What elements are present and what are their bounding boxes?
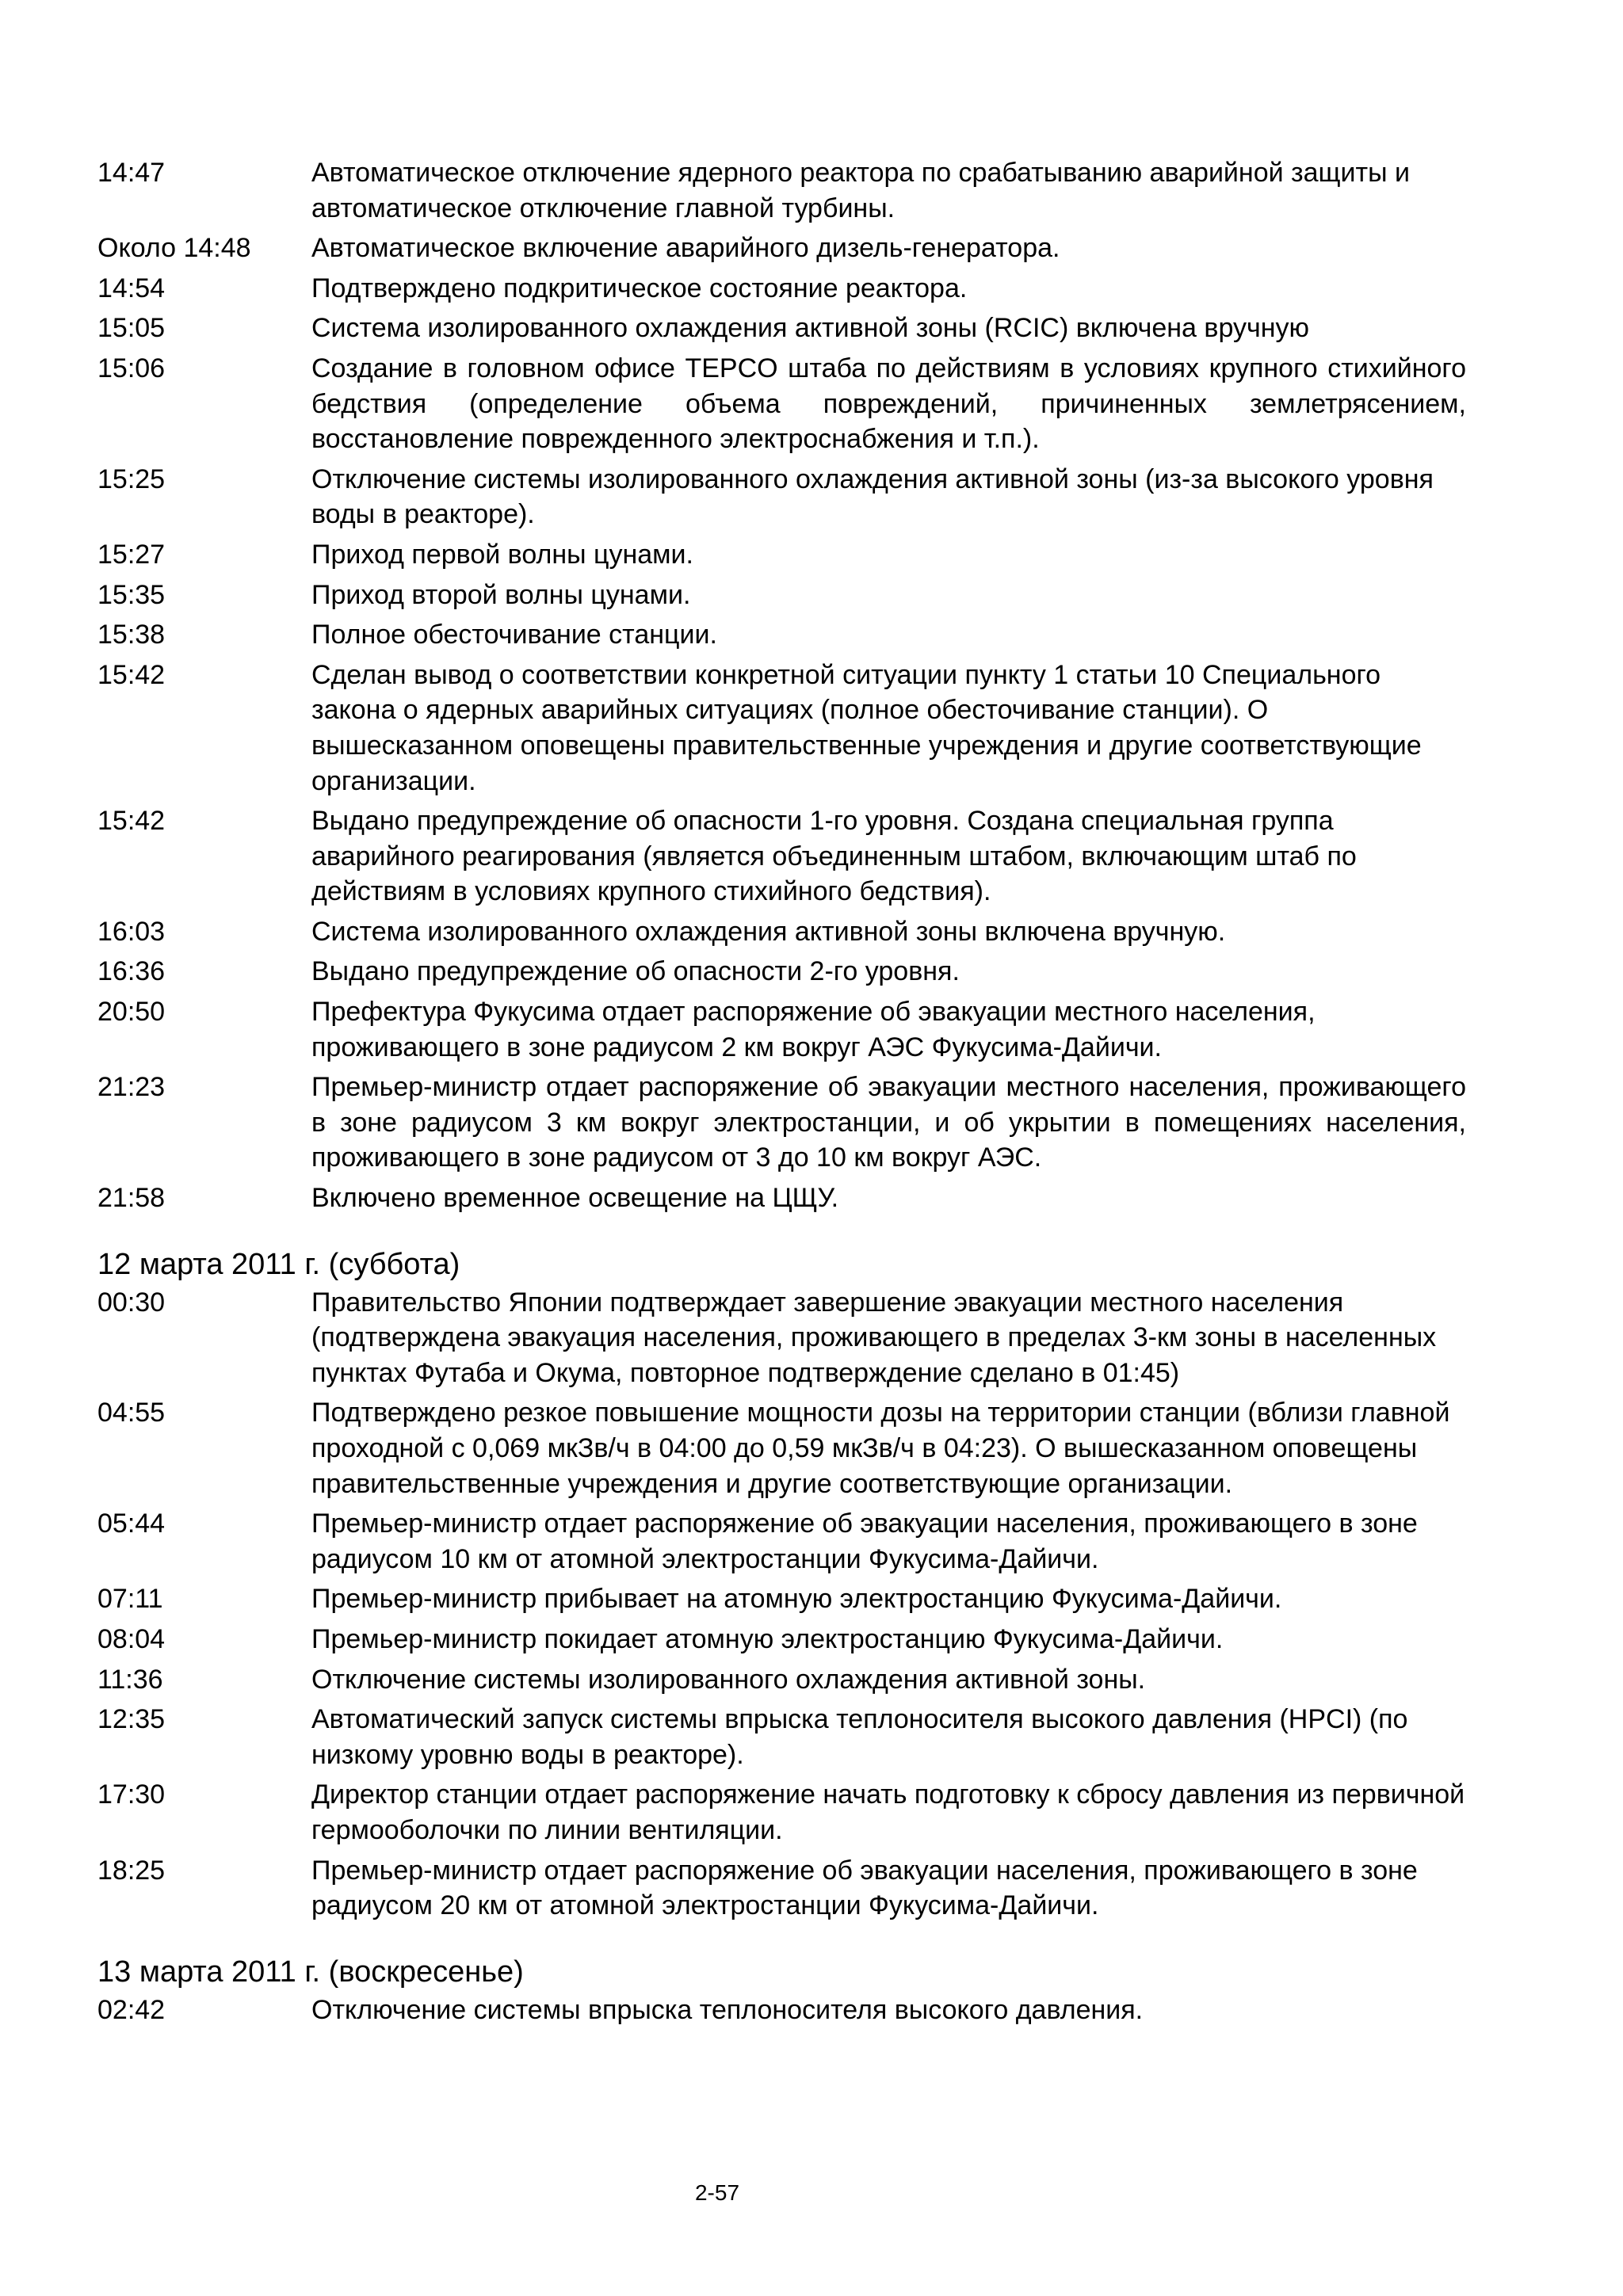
event-description: Отключение системы впрыска теплоносителя высокого давления. [311, 1994, 1144, 2025]
event-description: Автоматическое отключение ядерного реактора по срабатыванию аварийной защиты и автоматическое отключение главной турбины. [311, 158, 1410, 223]
event-row [97, 1777, 1466, 1848]
event-description: Отключение системы изолированного охлаждения активной зоны. [311, 1664, 1146, 1695]
event-row [97, 1285, 1466, 1391]
event-time: 21:23 [97, 1072, 166, 1103]
event-description: Приход второй волны цунами. [311, 579, 691, 610]
date-heading: 12 марта 2011 г. (суббота) [97, 1247, 460, 1281]
event-time: 00:30 [97, 1287, 166, 1318]
event-row [97, 537, 1466, 573]
event-row [97, 462, 1466, 532]
event-description: Премьер-министр отдает распоряжение об эвакуации населения, проживающего в зоне радиусом 20 км от атомной электростанции Фукусима-Дайичи. [311, 1855, 1418, 1921]
event-row [97, 1993, 1466, 2028]
event-row [97, 1070, 1466, 1176]
event-time: 16:03 [97, 916, 166, 947]
event-row [97, 1702, 1466, 1772]
event-time: 11:36 [97, 1664, 163, 1695]
event-description: Подтверждено резкое повышение мощности дозы на территории станции (вблизи главной проходной с 0,069 мкЗв/ч в 04:00 до 0,59 мкЗв/ч в 04:23). О вышесказанном оповещены правительственные учреждения и другие соответствующие организации. [311, 1398, 1450, 1499]
event-time: 14:54 [97, 273, 166, 303]
event-description: Премьер-министр прибывает на атомную электростанцию Фукусима-Дайичи. [311, 1584, 1282, 1615]
event-row [97, 617, 1466, 653]
event-time: 15:42 [97, 659, 166, 690]
event-row [97, 351, 1466, 457]
event-row [97, 994, 1466, 1065]
event-time: 15:27 [97, 539, 166, 570]
event-row [97, 578, 1466, 613]
event-description: Система изолированного охлаждения активной зоны включена вручную. [311, 916, 1226, 947]
event-time: 16:36 [97, 956, 166, 987]
event-time: 12:35 [97, 1704, 166, 1735]
event-description: Директор станции отдает распоряжение начать подготовку к сбросу давления из первичной гермооболочки по линии вентиляции. [311, 1779, 1465, 1845]
event-time: Около 14:48 [97, 233, 251, 264]
event-time: 15:05 [97, 313, 166, 344]
event-time: 18:25 [97, 1855, 166, 1886]
event-time: 14:47 [97, 158, 166, 188]
event-time: 04:55 [97, 1398, 166, 1428]
event-description: Премьер-министр покидает атомную электростанцию Фукусима-Дайичи. [311, 1623, 1224, 1654]
event-description: Выдано предупреждение об опасности 1-го уровня. Создана специальная группа аварийного реагирования (является объединенным штабом, включающим штаб по действиям в условиях крупного стихийного бедствия). [311, 806, 1357, 907]
event-time: 15:35 [97, 579, 166, 610]
event-description: Полное обесточивание станции. [311, 620, 717, 650]
event-description: Префектура Фукусима отдает распоряжение об эвакуации местного населения, проживающего в зоне радиусом 2 км вокруг АЭС Фукусима-Дайичи. [311, 997, 1316, 1062]
event-row [97, 1662, 1466, 1698]
event-description: Премьер-министр отдает распоряжение об эвакуации населения, проживающего в зоне радиусом 10 км от атомной электростанции Фукусима-Дайичи. [311, 1508, 1418, 1574]
date-heading: 13 марта 2011 г. (воскресенье) [97, 1955, 524, 1989]
event-time: 20:50 [97, 997, 166, 1028]
event-row [97, 954, 1466, 990]
event-row [97, 1622, 1466, 1657]
chronology-list [97, 155, 1466, 2032]
event-description: Автоматическое включение аварийного дизель-генератора. [311, 233, 1060, 264]
event-row [97, 1395, 1466, 1501]
event-description: Приход первой волны цунами. [311, 539, 693, 570]
event-row [97, 658, 1466, 799]
event-description: Правительство Японии подтверждает завершение эвакуации местного населения (подтверждена эвакуация населения, проживающего в пределах 3-км зоны в населенных пунктах Футаба и Окума, повторное подтверждение сделано в 01:45) [311, 1287, 1437, 1388]
event-description: Автоматический запуск системы впрыска теплоносителя высокого давления (HPCI) (по низкому уровню воды в реакторе). [311, 1704, 1408, 1770]
event-description: Подтверждено подкритическое состояние реактора. [311, 273, 968, 303]
event-time: 15:25 [97, 463, 166, 494]
event-time: 07:11 [97, 1584, 163, 1615]
event-row [97, 1506, 1466, 1577]
event-description: Система изолированного охлаждения активной зоны (RCIC) включена вручную [311, 313, 1309, 344]
event-row [97, 155, 1466, 226]
event-description: Отключение системы изолированного охлаждения активной зоны (из-за высокого уровня воды в реакторе). [311, 463, 1434, 530]
event-time: 02:42 [97, 1994, 166, 2025]
event-row [97, 1581, 1466, 1617]
event-time: 05:44 [97, 1508, 166, 1539]
event-description: Сделан вывод о соответствии конкретной ситуации пункту 1 статьи 10 Специального закона о ядерных аварийных ситуациях (полное обесточивание станции). О вышесказанном оповещены правительственные учреждения и другие соответствующие организации. [311, 659, 1422, 796]
event-description: Премьер-министр отдает распоряжение об эвакуации местного населения, проживающего в зоне радиусом 3 км вокруг электростанции, и об укрытии в помещениях населения, проживающего в зоне радиусом от 3 до 10 км вокруг АЭС. [311, 1072, 1466, 1173]
event-row [97, 311, 1466, 346]
event-time: 17:30 [97, 1779, 166, 1810]
event-row [97, 231, 1466, 266]
event-time: 15:38 [97, 620, 166, 650]
event-time: 21:58 [97, 1183, 166, 1214]
event-description: Создание в головном офисе TEPCO штаба по действиям в условиях крупного стихийного бедствия (определение объема повреждений, причиненных землетрясением, восстановление поврежденного электроснабжения и т.п.). [311, 353, 1466, 455]
event-row [97, 803, 1466, 910]
event-time: 15:06 [97, 353, 166, 383]
event-time: 15:42 [97, 806, 166, 837]
page-number: 2-57 [694, 2180, 740, 2205]
event-description: Выдано предупреждение об опасности 2-го уровня. [311, 956, 960, 987]
event-time: 08:04 [97, 1623, 166, 1654]
event-description: Включено временное освещение на ЦЩУ. [311, 1183, 839, 1214]
event-row [97, 914, 1466, 950]
event-row [97, 1180, 1466, 1216]
event-row [97, 1853, 1466, 1924]
event-row [97, 271, 1466, 307]
